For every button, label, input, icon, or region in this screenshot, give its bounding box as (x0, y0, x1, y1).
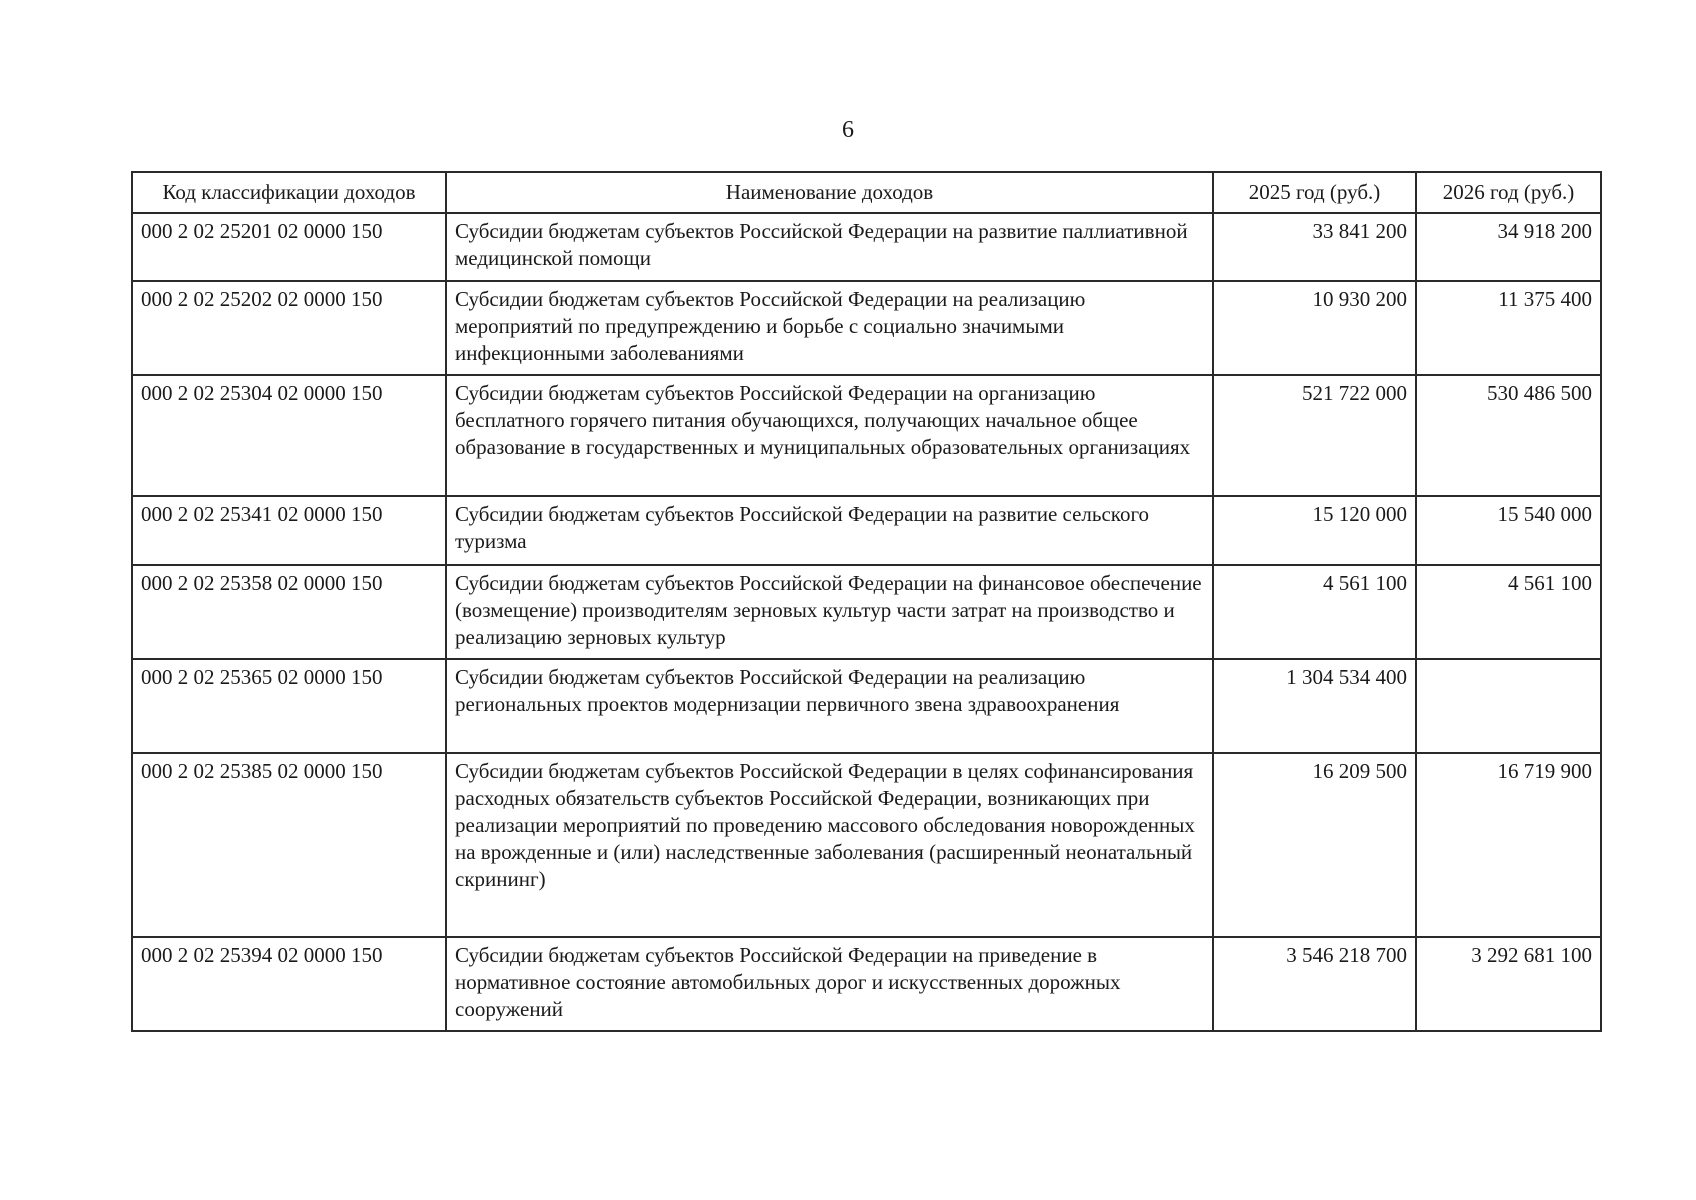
row-value-2025: 1 304 534 400 (1213, 659, 1416, 753)
table-row (132, 565, 1601, 659)
header-row (132, 172, 1601, 213)
table-row (132, 281, 1601, 375)
row-value-2026: 530 486 500 (1416, 375, 1601, 496)
row-value-2025: 16 209 500 (1213, 753, 1416, 937)
page-number: 6 (842, 117, 854, 143)
row-name: Субсидии бюджетам субъектов Российской Федерации на реализацию региональных проектов модернизации первичного звена здравоохранения (446, 659, 1213, 753)
row-value-2025: 10 930 200 (1213, 281, 1416, 375)
row-code: 000 2 02 25394 02 0000 150 (132, 937, 446, 1031)
table-body (132, 213, 1601, 1031)
table-row (132, 659, 1601, 753)
table-row (132, 937, 1601, 1031)
row-name: Субсидии бюджетам субъектов Российской Федерации на финансовое обеспечение (возмещение) производителям зерновых культур части затрат на производство и реализацию зерновых культур (446, 565, 1213, 659)
row-name: Субсидии бюджетам субъектов Российской Федерации на организацию бесплатного горячего питания обучающихся, получающих начальное общее образование в государственных и муниципальных образовательных организациях (446, 375, 1213, 496)
row-code: 000 2 02 25385 02 0000 150 (132, 753, 446, 937)
row-code: 000 2 02 25341 02 0000 150 (132, 496, 446, 565)
row-value-2025: 15 120 000 (1213, 496, 1416, 565)
table-row (132, 375, 1601, 496)
row-value-2025: 3 546 218 700 (1213, 937, 1416, 1031)
revenue-table (131, 171, 1602, 1032)
row-value-2026: 16 719 900 (1416, 753, 1601, 937)
header-year-2026: 2026 год (руб.) (1416, 172, 1601, 213)
revenue-table-container (131, 171, 1600, 1032)
row-value-2026: 34 918 200 (1416, 213, 1601, 281)
row-name: Субсидии бюджетам субъектов Российской Федерации на развитие паллиативной медицинской помощи (446, 213, 1213, 281)
row-code: 000 2 02 25358 02 0000 150 (132, 565, 446, 659)
row-value-2025: 521 722 000 (1213, 375, 1416, 496)
row-value-2026: 11 375 400 (1416, 281, 1601, 375)
row-name: Субсидии бюджетам субъектов Российской Федерации на приведение в нормативное состояние автомобильных дорог и искусственных дорожных сооружений (446, 937, 1213, 1031)
table-header (132, 172, 1601, 213)
row-value-2025: 33 841 200 (1213, 213, 1416, 281)
row-name: Субсидии бюджетам субъектов Российской Федерации на развитие сельского туризма (446, 496, 1213, 565)
row-value-2026 (1416, 659, 1601, 753)
table-row (132, 213, 1601, 281)
row-value-2026: 3 292 681 100 (1416, 937, 1601, 1031)
row-code: 000 2 02 25202 02 0000 150 (132, 281, 446, 375)
row-code: 000 2 02 25304 02 0000 150 (132, 375, 446, 496)
table-row (132, 753, 1601, 937)
header-year-2025: 2025 год (руб.) (1213, 172, 1416, 213)
row-value-2026: 4 561 100 (1416, 565, 1601, 659)
row-name: Субсидии бюджетам субъектов Российской Федерации в целях софинансирования расходных обязательств субъектов Российской Федерации, возникающих при реализации мероприятий по проведению массового обследования новорожденных на врожденные и (или) наследственные заболевания (расширенный неонатальный скрининг) (446, 753, 1213, 937)
header-code: Код классификации доходов (132, 172, 446, 213)
row-value-2026: 15 540 000 (1416, 496, 1601, 565)
table-row (132, 496, 1601, 565)
row-code: 000 2 02 25365 02 0000 150 (132, 659, 446, 753)
row-code: 000 2 02 25201 02 0000 150 (132, 213, 446, 281)
row-name: Субсидии бюджетам субъектов Российской Федерации на реализацию мероприятий по предупреждению и борьбе с социально значимыми инфекционными заболеваниями (446, 281, 1213, 375)
header-name: Наименование доходов (446, 172, 1213, 213)
row-value-2025: 4 561 100 (1213, 565, 1416, 659)
